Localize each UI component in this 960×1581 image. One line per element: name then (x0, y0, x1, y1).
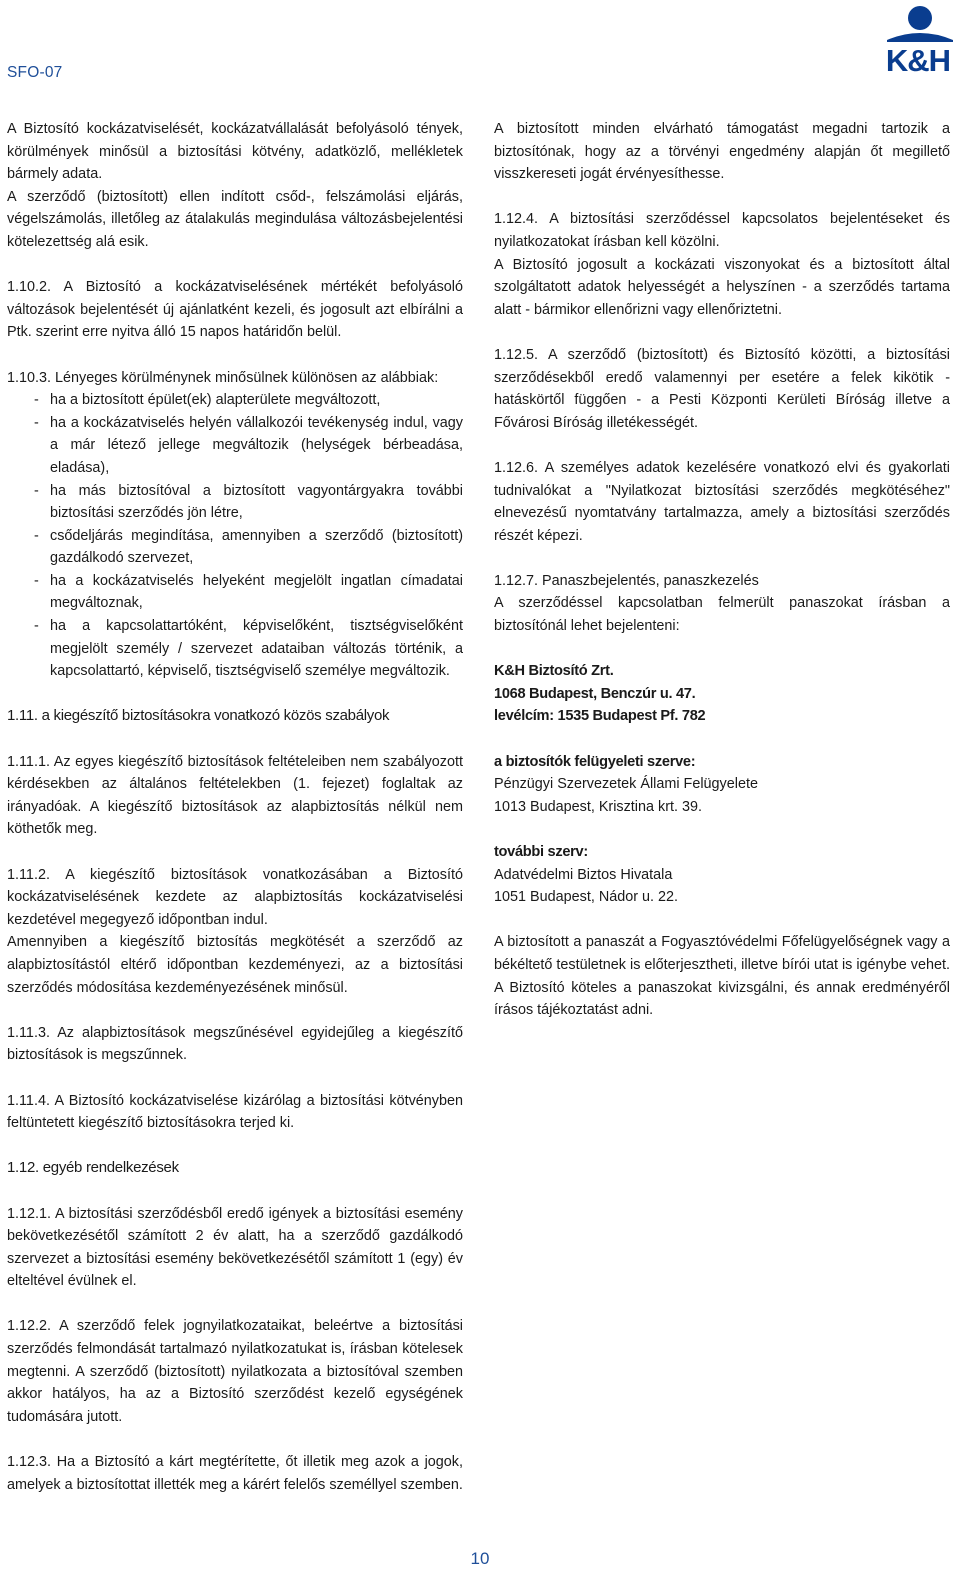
list-item: - csődeljárás megindítása, amennyiben a szerződő (biztosított) gazdálkodó szervezet, (7, 525, 463, 570)
list-item: - ha más biztosítóval a biztosított vagyontárgyakra további biztosítási szerződés jön létre, (7, 480, 463, 525)
right-column (494, 118, 950, 1022)
kh-postal-address: levélcím: 1535 Budapest Pf. 782 (494, 708, 706, 725)
paragraph: A szerződő (biztosított) ellen indított csőd-, felszámolási eljárás, végelszámolás, illetőleg az átalakulás megindulása változásbejelentési kötelezettség alá esik. (7, 188, 463, 250)
section-1-12-3: 1.12.3. Ha a Biztosító a kárt megtérítette, őt illetik meg azok a jogok, amelyek a biztosítottat illették meg a kárért felelős személlyel szemben. (7, 1454, 463, 1493)
list-item: - ha a biztosított épület(ek) alapterülete megváltozott, (7, 389, 463, 412)
section-1-12-2: 1.12.2. A szerződő felek jognyilatkozataikat, beleértve a biztosítási szerződés felmondását tartalmazó nyilatkozatukat is, írásban kötelesek megtenni. A szerződő (biztosított) nyilatkozata a biztosítóval szemben akkor hatályos, ha az a Biztosító szerződést kezelő egységének tudomására jutott. (7, 1318, 463, 1425)
section-1-12-5: 1.12.5. A szerződő (biztosított) és Biztosító közötti, a biztosítási szerződésekből eredő valamennyi per esetére a felek kikötik - hatáskörtől függően - a Pesti Központi Kerületi Bíróság illetve a Fővárosi Bíróság illetékességét. (494, 346, 950, 431)
logo-mark-icon (885, 2, 955, 42)
section-1-11-4: 1.11.4. A Biztosító kockázatviselése kizárólag a biztosítási kötvényben feltüntetett kiegészítő biztosításokra terjed ki. (7, 1092, 463, 1132)
circumstances-list (7, 389, 463, 683)
section-1-11-3: 1.11.3. Az alapbiztosítások megszűnésével egyidejűleg a kiegészítő biztosítások is megszűnnek. (7, 1024, 463, 1064)
list-item: - ha a kapcsolattartóként, képviselőként, tisztségviselőként megjelölt személy / szervezet adataiban változás történik, a kapcsolattartó, képviselő, tisztségviselő személye megváltozik. (7, 615, 463, 683)
logo-text: K&H (885, 43, 950, 78)
supervisor-name: Pénzügyi Szervezetek Állami Felügyelete (494, 776, 758, 793)
other-authority-name: Adatvédelmi Biztos Hivatala (494, 866, 673, 883)
list-item: - ha a kockázatviselés helyén vállalkozói tevékenység indul, vagy a már létező jellege megváltozik (helységek bérbeadása, eladása), (7, 412, 463, 480)
section-1-11-1: 1.11.1. Az egyes kiegészítő biztosítások feltételeiben nem szabályozott kérdésekben az általános feltételekben (1. fejezet) foglaltak az irányadóak. A kiegészítő biztosítások az alapbiztosítás nélkül nem köthetők meg. (7, 753, 463, 838)
paragraph: A szerződéssel kapcsolatban felmerült panaszokat írásban a biztosítónál lehet bejelenteni: (494, 595, 950, 635)
section-1-10-3: 1.10.3. Lényeges körülménynek minősülnek különösen az alábbiak: (7, 369, 439, 386)
other-authority-label: további szerv: (494, 844, 588, 860)
paragraph: A Biztosító köteles a panaszokat kivizsgálni, és annak eredményéről írásos tájékoztatást adni. (494, 979, 950, 1019)
heading-1-11: 1.11. a kiegészítő biztosításokra vonatkozó közös szabályok (7, 707, 390, 725)
section-1-12-4: 1.12.4. A biztosítási szerződéssel kapcsolatos bejelentéseket és nyilatkozatokat írásban kell közölni. (494, 211, 950, 250)
section-1-12-1: 1.12.1. A biztosítási szerződésből eredő igények a biztosítási esemény bekövetkezésétől számított 2 év alatt, ha a szerződő gazdálkodó szervezet a biztosítási esemény bekövetkezésétől számított 1 (egy) év elteltével évülnek el. (7, 1205, 463, 1290)
kh-logo (854, 0, 960, 80)
paragraph: A biztosított minden elvárható támogatást megadni tartozik a biztosítónak, hogy az a törvényi engedmény alapján őt megillető visszkereseti jogát érvényesíthesse. (494, 121, 950, 183)
heading-1-12: 1.12. egyéb rendelkezések (7, 1159, 179, 1177)
section-1-10-2: 1.10.2. A Biztosító a kockázatviselésének mértékét befolyásoló változások bejelentését új ajánlatként kezeli, és jogosult azt elbírálni a Ptk. szerint erre nyitva álló 15 napos határidőn belül. (7, 279, 463, 341)
paragraph: A biztosított a panaszát a Fogyasztóvédelmi Főfelügyelőségnek vagy a békéltető testületnek is előterjesztheti, illetve bírói utat is igénybe vehet. (494, 934, 950, 973)
document-code: SFO-07 (7, 64, 63, 81)
paragraph: A Biztosító jogosult a kockázati viszonyokat és a biztosított által szolgáltatott adatok helyességét a helyszínen - a szerződés tartama alatt - bármikor ellenőrizni vagy ellenőriztetni. (494, 256, 950, 318)
section-1-12-6: 1.12.6. A személyes adatok kezelésére vonatkozó elvi és gyakorlati tudnivalókat a "Nyilatkozat biztosítási szerződés megkötéséhez" elnevezésű nyomtatvány tartalmazza, amely a biztosítási szerződés részét képezi. (494, 459, 950, 544)
kh-company-name: K&H Biztosító Zrt. (494, 663, 614, 680)
section-1-12-7-title: 1.12.7. Panaszbejelentés, panaszkezelés (494, 572, 759, 589)
supervisor-label: a biztosítók felügyeleti szerve: (494, 753, 696, 770)
other-authority-address: 1051 Budapest, Nádor u. 22. (494, 889, 679, 906)
kh-address: 1068 Budapest, Benczúr u. 47. (494, 685, 696, 702)
left-column (7, 118, 463, 1496)
section-1-11-2: 1.11.2. A kiegészítő biztosítások vonatkozásában a Biztosító kockázatviselésének kezdete az alapbiztosítás kockázatviselési kezdetével megegyező időpontban indul. (7, 866, 463, 928)
list-item: - ha a kockázatviselés helyeként megjelölt ingatlan címadatai megváltoznak, (7, 570, 463, 615)
paragraph: A Biztosító kockázatviselését, kockázatvállalását befolyásoló tények, körülmények minősül a biztosítási kötvény, adatközlő, mellékletek bármely adata. (7, 121, 463, 183)
page-number: 10 (470, 1549, 490, 1568)
paragraph: Amennyiben a kiegészítő biztosítás megkötését a szerződő az alapbiztosítástól eltérő időpontban kezdeményezi, az a biztosítási szerződés módosítása kezdeményezésének minősül. (7, 934, 463, 996)
supervisor-address: 1013 Budapest, Krisztina krt. 39. (494, 798, 702, 815)
